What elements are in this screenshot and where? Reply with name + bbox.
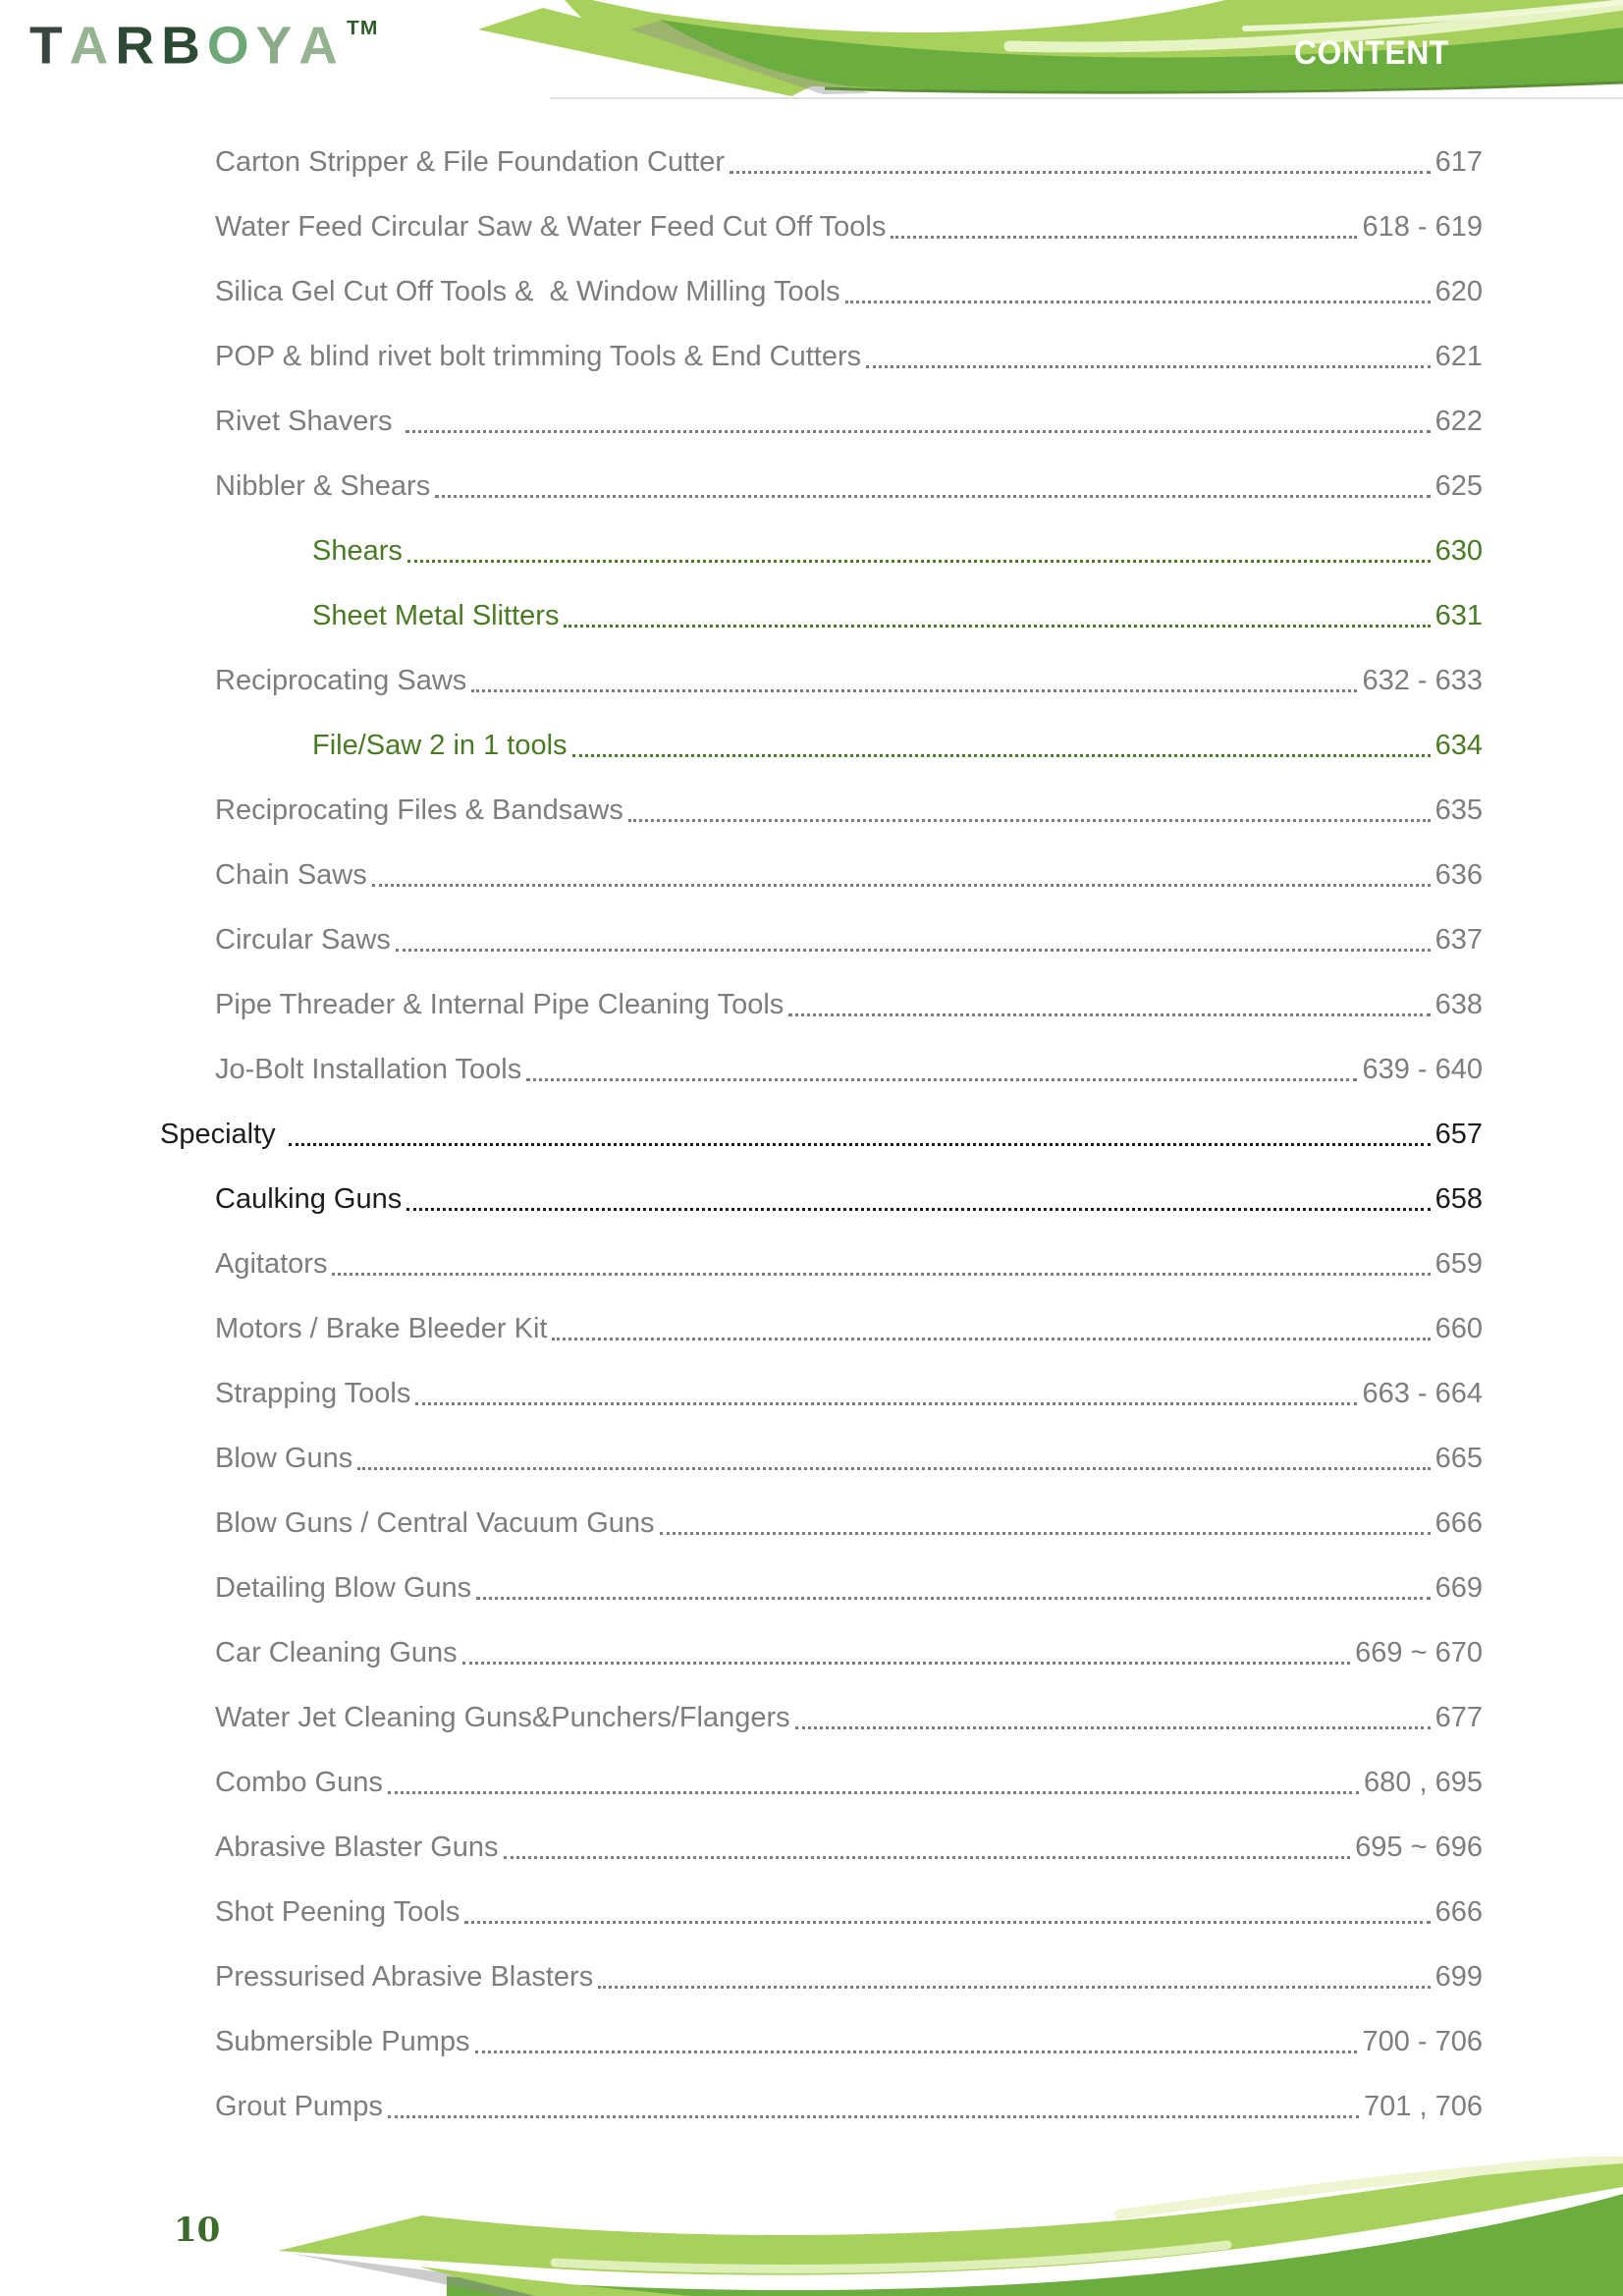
- toc-entry-label: Grout Pumps: [215, 2090, 383, 2122]
- toc-dot-leader: [462, 1662, 1351, 1665]
- toc-entry: [0, 1620, 1623, 1685]
- toc-entry-label: Combo Guns: [215, 1766, 383, 1798]
- toc-dot-leader: [471, 689, 1357, 692]
- toc-entry: [0, 1815, 1623, 1880]
- toc-entry-label: Chain Saws: [215, 858, 367, 891]
- toc-dot-leader: [388, 2115, 1359, 2118]
- toc-dot-leader: [866, 365, 1430, 368]
- toc-entry-label: Car Cleaning Guns: [215, 1636, 458, 1668]
- toc-entry: [0, 1880, 1623, 1944]
- toc-entry-label: Strapping Tools: [215, 1377, 411, 1409]
- toc-entry: [0, 1750, 1623, 1815]
- toc-entry: [0, 972, 1623, 1037]
- toc-entry-page: 635: [1434, 793, 1483, 826]
- toc-entry-page: 695 ~ 696: [1355, 1831, 1483, 1863]
- toc-entry-label: Water Feed Circular Saw & Water Feed Cut Off Tools: [215, 210, 887, 243]
- toc-entry-page: 666: [1434, 1895, 1483, 1928]
- toc-entry-page: 638: [1434, 988, 1483, 1020]
- brand-trademark: TM: [347, 17, 379, 40]
- toc-entry-page: 657: [1434, 1118, 1483, 1150]
- toc-entry-page: 622: [1434, 405, 1483, 437]
- toc-entry: [0, 259, 1623, 324]
- toc-dot-leader: [388, 1791, 1359, 1794]
- toc-entry-page: 658: [1434, 1182, 1483, 1215]
- toc-entry: [0, 1556, 1623, 1620]
- toc-entry: [0, 907, 1623, 972]
- toc-dot-leader: [464, 1921, 1430, 1924]
- toc-dot-leader: [564, 625, 1430, 628]
- toc-entry: [0, 389, 1623, 454]
- toc-dot-leader: [730, 171, 1431, 174]
- brand-logo-letter: T: [29, 15, 70, 76]
- toc-dot-leader: [795, 1726, 1431, 1729]
- brand-logo-letter: R: [115, 15, 162, 76]
- toc-entry: [0, 194, 1623, 259]
- toc-entry-label: Jo-Bolt Installation Tools: [215, 1053, 522, 1085]
- toc-entry-page: 680 , 695: [1364, 1766, 1483, 1798]
- toc-entry-label: Blow Guns: [215, 1442, 353, 1474]
- toc-entry-label: Silica Gel Cut Off Tools & & Window Milling Tools: [215, 275, 840, 307]
- toc-entry-page: 630: [1434, 534, 1483, 567]
- toc-dot-leader: [475, 2050, 1358, 2053]
- toc-entry-label: Shot Peening Tools: [215, 1895, 460, 1928]
- toc-entry: [0, 843, 1623, 907]
- toc-entry-label: Water Jet Cleaning Guns&Punchers/Flangers: [215, 1701, 790, 1733]
- toc-entry-label: Agitators: [215, 1247, 328, 1280]
- table-of-contents: [0, 130, 1623, 2139]
- toc-entry-page: 666: [1434, 1506, 1483, 1539]
- toc-dot-leader: [526, 1078, 1357, 1081]
- toc-entry-page: 625: [1434, 469, 1483, 502]
- toc-entry-page: 659: [1434, 1247, 1483, 1280]
- toc-dot-leader: [407, 560, 1431, 563]
- toc-entry: [0, 1296, 1623, 1361]
- toc-entry: [0, 1361, 1623, 1426]
- toc-dot-leader: [396, 949, 1431, 952]
- toc-entry-page: 620: [1434, 275, 1483, 307]
- toc-entry-label: File/Saw 2 in 1 tools: [312, 729, 568, 761]
- footer-swoosh-graphic: [0, 2157, 1623, 2296]
- toc-entry: [0, 130, 1623, 194]
- toc-entry-page: 637: [1434, 923, 1483, 956]
- toc-entry-page: 632 - 633: [1362, 664, 1483, 696]
- toc-entry-page: 699: [1434, 1960, 1483, 1993]
- toc-entry-page: 663 - 664: [1362, 1377, 1483, 1409]
- toc-dot-leader: [598, 1986, 1430, 1989]
- toc-dot-leader: [406, 430, 1431, 433]
- toc-entry: [0, 1685, 1623, 1750]
- toc-dot-leader: [552, 1338, 1430, 1340]
- toc-dot-leader: [788, 1013, 1430, 1016]
- toc-entry-label: Abrasive Blaster Guns: [215, 1831, 499, 1863]
- toc-entry-label: Sheet Metal Slitters: [312, 599, 560, 631]
- toc-entry: [0, 1231, 1623, 1296]
- toc-entry-page: 631: [1434, 599, 1483, 631]
- toc-entry: [0, 1426, 1623, 1491]
- toc-entry: [0, 778, 1623, 843]
- toc-entry-label: Reciprocating Files & Bandsaws: [215, 793, 623, 826]
- toc-dot-leader: [476, 1597, 1430, 1600]
- toc-entry: [0, 1102, 1623, 1167]
- toc-dot-leader: [504, 1856, 1351, 1859]
- toc-entry-label: Submersible Pumps: [215, 2025, 470, 2057]
- toc-entry-label: Specialty: [160, 1118, 284, 1150]
- toc-entry-label: Circular Saws: [215, 923, 391, 956]
- toc-entry: [0, 1167, 1623, 1231]
- toc-entry-label: Motors / Brake Bleeder Kit: [215, 1312, 548, 1344]
- toc-entry: [0, 454, 1623, 519]
- toc-entry-page: 617: [1434, 145, 1483, 178]
- toc-dot-leader: [332, 1273, 1430, 1276]
- toc-entry: [0, 713, 1623, 778]
- brand-logo-letter: A: [298, 15, 346, 76]
- toc-dot-leader: [660, 1532, 1431, 1535]
- toc-entry-page: 700 - 706: [1362, 2025, 1483, 2057]
- toc-dot-leader: [435, 495, 1430, 498]
- page-number: 10: [174, 2211, 221, 2250]
- toc-entry-label: Rivet Shavers: [215, 405, 401, 437]
- toc-entry: [0, 324, 1623, 389]
- toc-entry-label: Detailing Blow Guns: [215, 1571, 472, 1604]
- toc-entry-label: Shears: [312, 534, 403, 567]
- toc-entry: [0, 1491, 1623, 1556]
- toc-dot-leader: [406, 1208, 1430, 1211]
- toc-entry-page: 665: [1434, 1442, 1483, 1474]
- toc-entry-label: Pipe Threader & Internal Pipe Cleaning Tools: [215, 988, 784, 1020]
- toc-dot-leader: [845, 301, 1431, 303]
- toc-entry-page: 634: [1434, 729, 1483, 761]
- toc-entry-page: 618 - 619: [1362, 210, 1483, 243]
- toc-entry-label: Reciprocating Saws: [215, 664, 467, 696]
- toc-entry-page: 636: [1434, 858, 1483, 891]
- toc-entry-label: Blow Guns / Central Vacuum Guns: [215, 1506, 655, 1539]
- brand-logo: [29, 15, 378, 77]
- toc-entry-page: 677: [1434, 1701, 1483, 1733]
- toc-dot-leader: [415, 1402, 1357, 1405]
- toc-entry: [0, 583, 1623, 648]
- brand-logo-letter: O: [206, 15, 256, 76]
- toc-entry-page: 621: [1434, 340, 1483, 372]
- toc-entry: [0, 519, 1623, 583]
- toc-entry-page: 669: [1434, 1571, 1483, 1604]
- toc-entry-label: Carton Stripper & File Foundation Cutter: [215, 145, 726, 178]
- page-title: CONTENT: [1294, 34, 1449, 72]
- brand-logo-letter: Y: [255, 15, 299, 76]
- toc-dot-leader: [572, 754, 1431, 757]
- toc-entry-page: 669 ~ 670: [1355, 1636, 1483, 1668]
- toc-entry-label: Pressurised Abrasive Blasters: [215, 1960, 594, 1993]
- toc-dot-leader: [289, 1143, 1431, 1146]
- toc-entry-label: POP & blind rivet bolt trimming Tools & End Cutters: [215, 340, 862, 372]
- brand-logo-letter: A: [69, 15, 116, 76]
- brand-logo-letter: B: [161, 15, 207, 76]
- toc-entry-page: 660: [1434, 1312, 1483, 1344]
- toc-entry: [0, 2074, 1623, 2139]
- toc-entry-label: Nibbler & Shears: [215, 469, 431, 502]
- toc-entry-page: 639 - 640: [1362, 1053, 1483, 1085]
- toc-entry: [0, 2009, 1623, 2074]
- toc-dot-leader: [372, 884, 1431, 887]
- toc-dot-leader: [891, 236, 1357, 239]
- toc-entry: [0, 1944, 1623, 2009]
- toc-entry: [0, 1037, 1623, 1102]
- toc-entry-label: Caulking Guns: [215, 1182, 403, 1215]
- toc-entry-page: 701 , 706: [1364, 2090, 1483, 2122]
- toc-entry: [0, 648, 1623, 713]
- toc-dot-leader: [357, 1467, 1430, 1470]
- toc-dot-leader: [628, 819, 1431, 822]
